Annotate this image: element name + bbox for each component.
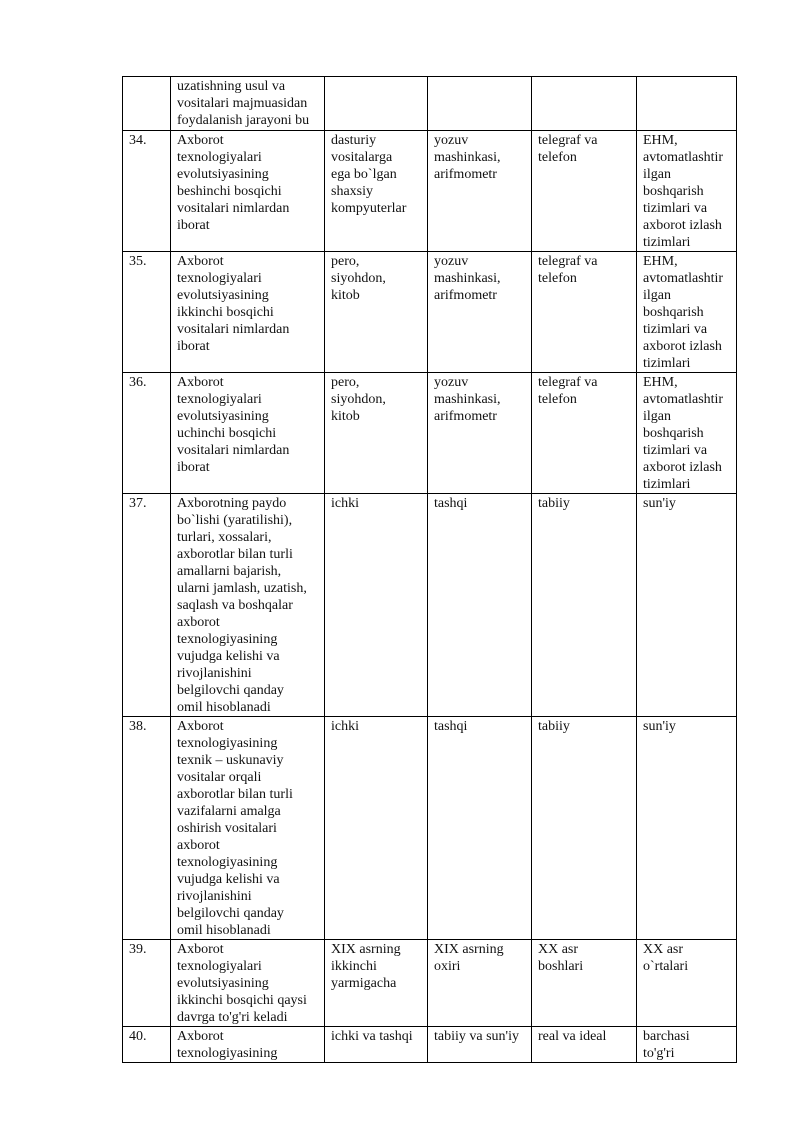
question-number: 36. xyxy=(123,373,171,494)
answer-option: tabiiy va sun'iy xyxy=(428,1027,532,1063)
answer-option: real va ideal xyxy=(532,1027,637,1063)
answer-option: dasturiy vositalarga ega bo`lgan shaxsiy kompyuterlar xyxy=(325,131,428,252)
question-text: Axborot texnologiyalari evolutsiyasining ikkinchi bosqichi vositalari nimlardan iborat xyxy=(171,252,325,373)
question-text: Axborot texnologiyalari evolutsiyasining beshinchi bosqichi vositalari nimlardan iborat xyxy=(171,131,325,252)
answer-option: pero, siyohdon, kitob xyxy=(325,252,428,373)
answer-option: telegraf va telefon xyxy=(532,373,637,494)
answer-option: XIX asrning oxiri xyxy=(428,940,532,1027)
table-row xyxy=(123,252,737,373)
question-number: 34. xyxy=(123,131,171,252)
answer-option: ichki va tashqi xyxy=(325,1027,428,1063)
table-row xyxy=(123,940,737,1027)
questions-table xyxy=(122,76,737,1063)
answer-option: EHM, avtomatlashtir ilgan boshqarish tizimlari va axborot izlash tizimlari xyxy=(637,252,737,373)
question-text: uzatishning usul va vositalari majmuasidan foydalanish jarayoni bu xyxy=(171,77,325,131)
answer-option: tashqi xyxy=(428,494,532,717)
question-text: Axborot texnologiyalari evolutsiyasining ikkinchi bosqichi qaysi davrga to'g'ri keladi xyxy=(171,940,325,1027)
answer-option: EHM, avtomatlashtir ilgan boshqarish tizimlari va axborot izlash tizimlari xyxy=(637,373,737,494)
answer-option: telegraf va telefon xyxy=(532,131,637,252)
answer-option: XX asr o`rtalari xyxy=(637,940,737,1027)
question-number: 38. xyxy=(123,717,171,940)
answer-option: barchasi to'g'ri xyxy=(637,1027,737,1063)
answer-option: XX asr boshlari xyxy=(532,940,637,1027)
answer-option: yozuv mashinkasi, arifmometr xyxy=(428,131,532,252)
answer-option: sun'iy xyxy=(637,494,737,717)
question-text: Axborotning paydo bo`lishi (yaratilishi), turlari, xossalari, axborotlar bilan turli amallarni bajarish, ularni jamlash, uzatish, saqlash va boshqalar axborot texnologiyasining vujudga kelishi va rivojlanishini belgilovchi qanday omil hisoblanadi xyxy=(171,494,325,717)
question-number: 39. xyxy=(123,940,171,1027)
answer-option: tabiiy xyxy=(532,717,637,940)
answer-option xyxy=(637,77,737,131)
question-number: 35. xyxy=(123,252,171,373)
answer-option: telegraf va telefon xyxy=(532,252,637,373)
question-text: Axborot texnologiyalari evolutsiyasining uchinchi bosqichi vositalari nimlardan iborat xyxy=(171,373,325,494)
table-row xyxy=(123,494,737,717)
table-row xyxy=(123,77,737,131)
answer-option: tabiiy xyxy=(532,494,637,717)
answer-option: XIX asrning ikkinchi yarmigacha xyxy=(325,940,428,1027)
table-row xyxy=(123,717,737,940)
question-number: 40. xyxy=(123,1027,171,1063)
answer-option: EHM, avtomatlashtir ilgan boshqarish tizimlari va axborot izlash tizimlari xyxy=(637,131,737,252)
table-row xyxy=(123,373,737,494)
question-number: 37. xyxy=(123,494,171,717)
answer-option: ichki xyxy=(325,717,428,940)
question-text: Axborot texnologiyasining texnik – uskunaviy vositalar orqali axborotlar bilan turli vazifalarni amalga oshirish vositalari axborot texnologiyasining vujudga kelishi va rivojlanishini belgilovchi qanday omil hisoblanadi xyxy=(171,717,325,940)
answer-option xyxy=(428,77,532,131)
question-text: Axborot texnologiyasining xyxy=(171,1027,325,1063)
answer-option: sun'iy xyxy=(637,717,737,940)
answer-option: yozuv mashinkasi, arifmometr xyxy=(428,252,532,373)
question-number xyxy=(123,77,171,131)
answer-option: yozuv mashinkasi, arifmometr xyxy=(428,373,532,494)
answer-option xyxy=(532,77,637,131)
answer-option xyxy=(325,77,428,131)
table-row xyxy=(123,1027,737,1063)
table-row xyxy=(123,131,737,252)
answer-option: ichki xyxy=(325,494,428,717)
answer-option: tashqi xyxy=(428,717,532,940)
answer-option: pero, siyohdon, kitob xyxy=(325,373,428,494)
